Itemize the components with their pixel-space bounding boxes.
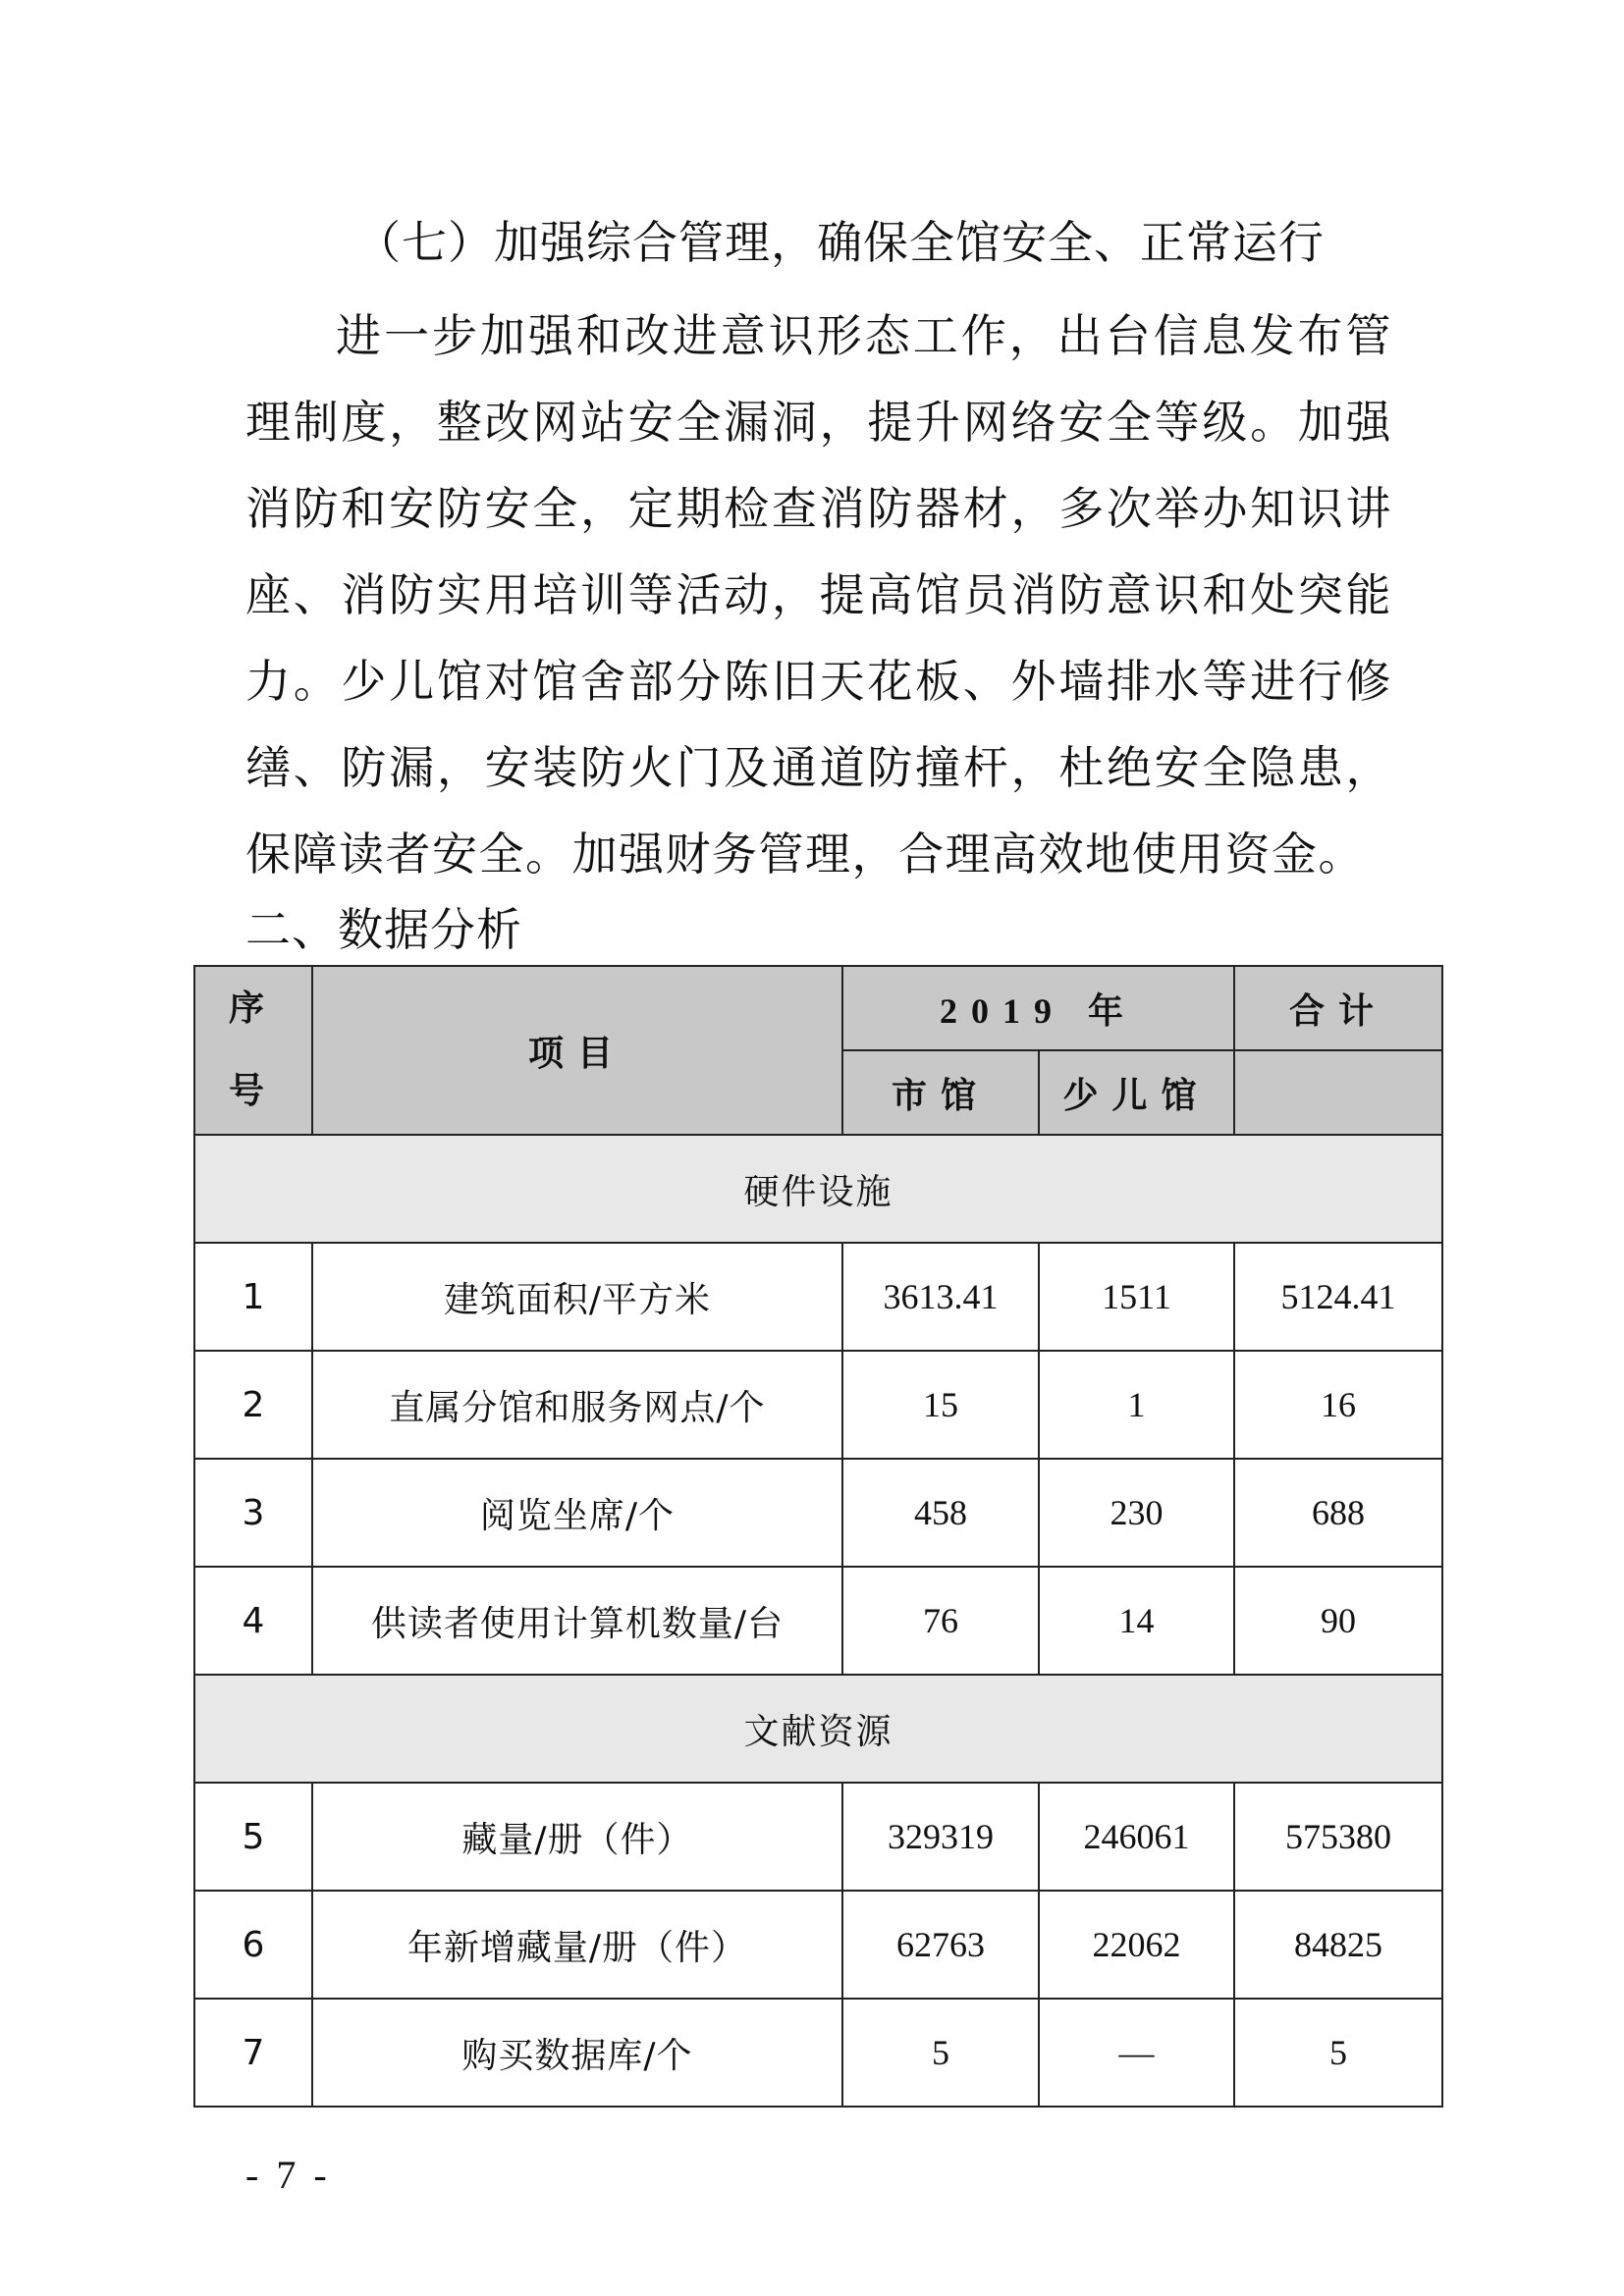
city-library-value-cell: 3613.41 [842,1243,1039,1351]
page-number: - 7 - [245,2153,331,2197]
header-city-library: 市馆 [842,1050,1039,1135]
table-row [194,1567,1442,1675]
item-name-cell: 建筑面积/平方米 [312,1243,842,1351]
table-row [194,1999,1442,2107]
city-library-value-cell: 62763 [842,1891,1039,1999]
section-heading: （七）加强综合管理，确保全馆安全、正常运行 [355,216,1325,269]
children-library-value-cell: 230 [1039,1459,1234,1567]
header-year: 2019 年 [842,966,1234,1050]
item-name-cell: 阅览坐席/个 [312,1459,842,1567]
children-library-value-cell: — [1039,1999,1234,2107]
table-row [194,1459,1442,1567]
city-library-value-cell: 76 [842,1567,1039,1675]
total-value-cell: 575380 [1234,1783,1442,1891]
header-total: 合计 [1234,966,1442,1050]
total-value-cell: 84825 [1234,1891,1442,1999]
table-body [194,1135,1442,2107]
table-row [194,1891,1442,1999]
total-value-cell: 5 [1234,1999,1442,2107]
table-row [194,1243,1442,1351]
item-name-cell: 年新增藏量/册（件） [312,1891,842,1999]
section-row [194,1135,1442,1243]
row-index-cell: 1 [194,1243,312,1351]
row-index-cell: 3 [194,1459,312,1567]
item-name-cell: 购买数据库/个 [312,1999,842,2107]
children-library-value-cell: 14 [1039,1567,1234,1675]
header-children-library: 少儿馆 [1039,1050,1234,1135]
row-index-cell: 6 [194,1891,312,1999]
children-library-value-cell: 246061 [1039,1783,1234,1891]
children-library-value-cell: 1 [1039,1351,1234,1459]
item-name-cell: 供读者使用计算机数量/台 [312,1567,842,1675]
row-index-cell: 5 [194,1783,312,1891]
section-title-cell: 硬件设施 [194,1135,1442,1243]
row-index-cell: 4 [194,1567,312,1675]
row-index-cell: 2 [194,1351,312,1459]
item-name-cell: 藏量/册（件） [312,1783,842,1891]
children-library-value-cell: 22062 [1039,1891,1234,1999]
total-value-cell: 16 [1234,1351,1442,1459]
header-seq: 序 号 [194,966,312,1135]
section-row [194,1675,1442,1783]
item-name-cell: 直属分馆和服务网点/个 [312,1351,842,1459]
data-analysis-title: 二、数据分析 [245,903,522,956]
data-table [193,965,1443,2108]
children-library-value-cell: 1511 [1039,1243,1234,1351]
section-title-cell: 文献资源 [194,1675,1442,1783]
city-library-value-cell: 15 [842,1351,1039,1459]
table-row [194,1351,1442,1459]
city-library-value-cell: 458 [842,1459,1039,1567]
total-value-cell: 90 [1234,1567,1442,1675]
city-library-value-cell: 5 [842,1999,1039,2107]
total-value-cell: 688 [1234,1459,1442,1567]
table-row [194,1783,1442,1891]
total-value-cell: 5124.41 [1234,1243,1442,1351]
header-total-blank [1234,1050,1442,1135]
row-index-cell: 7 [194,1999,312,2107]
body-paragraph: 进一步加强和改进意识形态工作，出台信息发布管理制度，整改网站安全漏洞，提升网络安全等级。加强消防和安防安全，定期检查消防器材，多次举办知识讲座、消防实用培训等活动，提高馆员消防意识和处突能力。少儿馆对馆舍部分陈旧天花板、外墙排水等进行修缮、防漏，安装防火门及通道防撞杆，杜绝安全隐患，保障读者安全。加强财务管理，合理高效地使用资金。 [245,309,1392,881]
header-item: 项目 [312,966,842,1135]
city-library-value-cell: 329319 [842,1783,1039,1891]
